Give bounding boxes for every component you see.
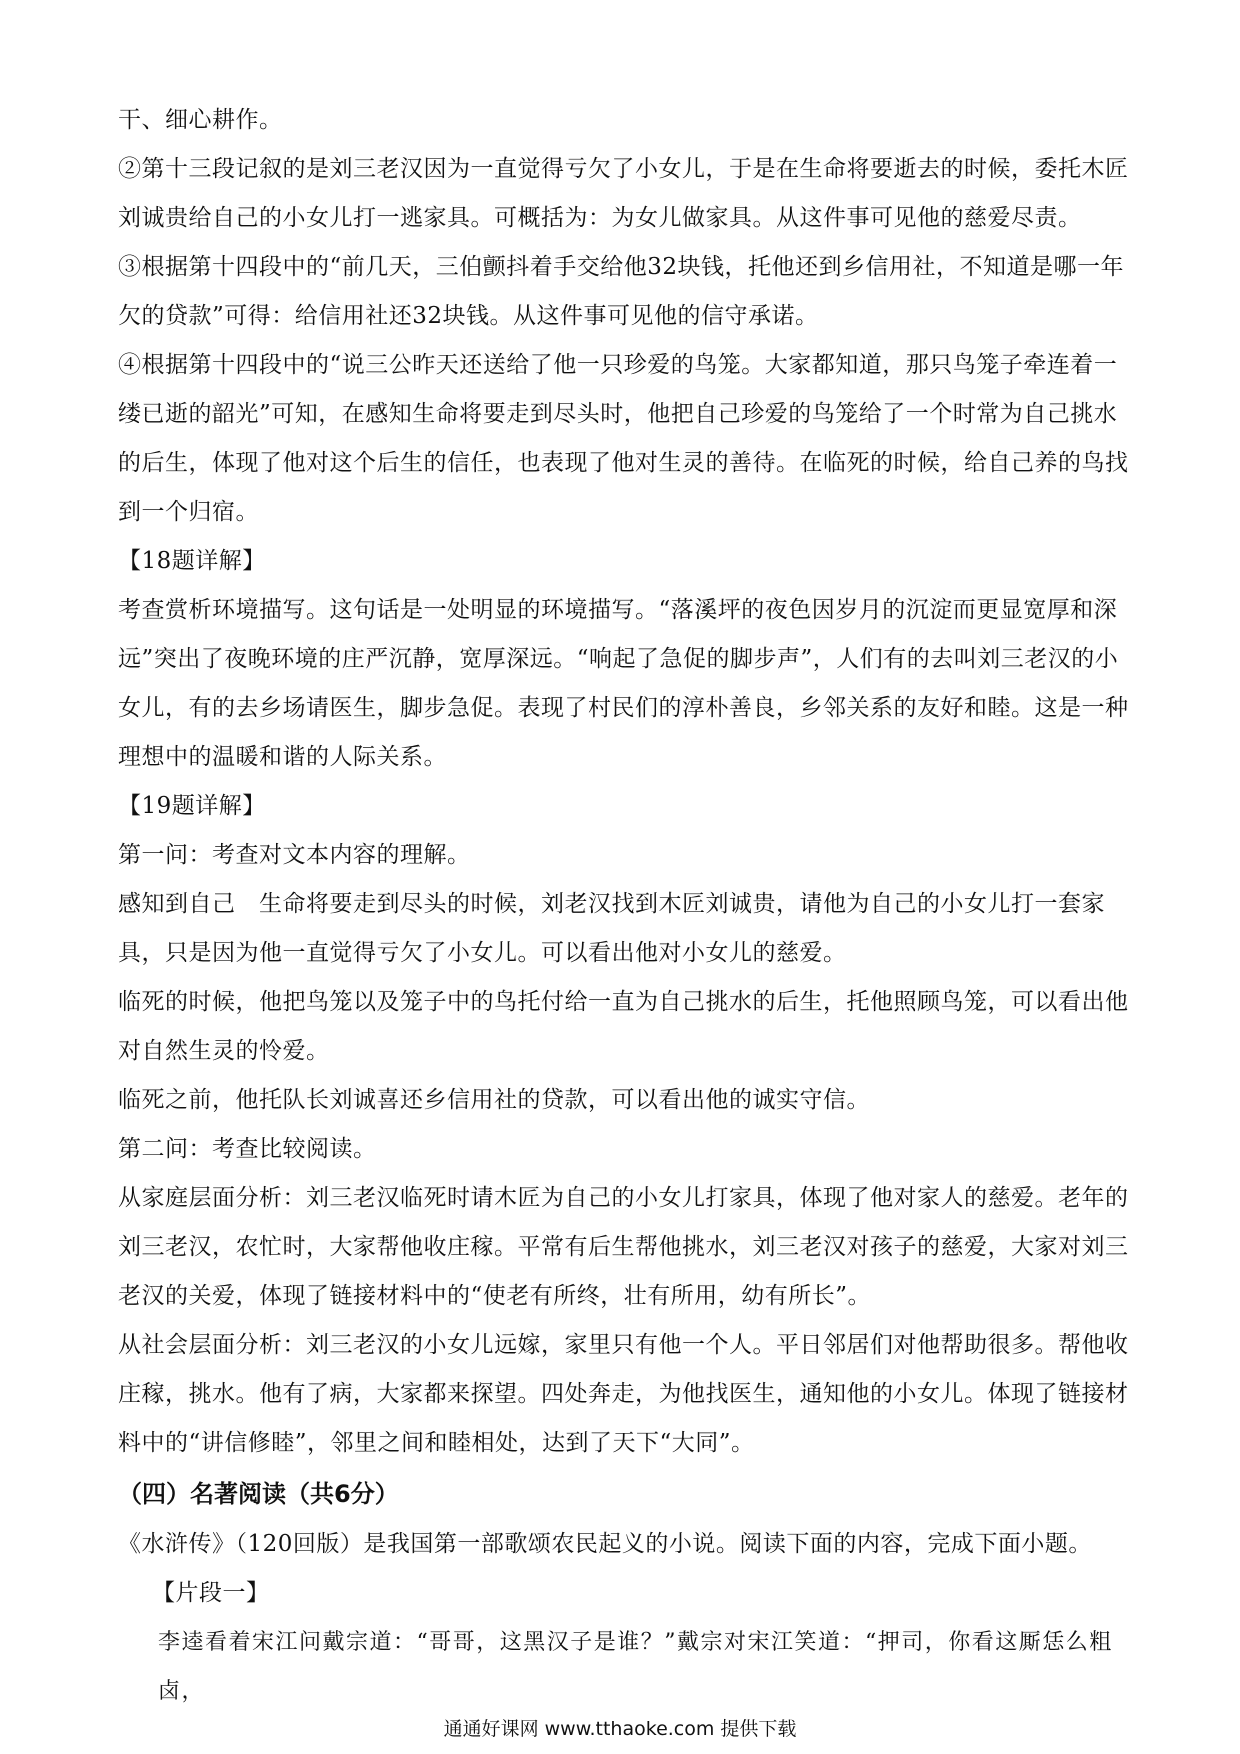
paragraph: 第一问：考查对文本内容的理解。 (118, 842, 471, 868)
paragraph: 感知到自己 生命将要走到尽头的时候，刘老汉找到木匠刘诚贵，请他为自己的小女儿打一套家具，只是因为他一直觉得亏欠了小女儿。可以看出他对小女儿的慈爱。 (118, 891, 1105, 966)
paragraph: ③根据第十四段中的“前几天，三伯颤抖着手交给他32块钱，托他还到乡信用社，不知道是哪一年欠的贷款”可得：给信用社还32块钱。从这件事可见他的信守承诺。 (118, 254, 1125, 329)
section-label-18: 【18题详解】 (118, 548, 266, 574)
paragraph: 第二问：考查比较阅读。 (118, 1136, 377, 1162)
section-heading: （四）名著阅读（共6分） (118, 1480, 399, 1508)
paragraph: 临死之前，他托队长刘诚喜还乡信用社的贷款，可以看出他的诚实守信。 (118, 1087, 870, 1113)
paragraph: ②第十三段记叙的是刘三老汉因为一直觉得亏欠了小女儿，于是在生命将要逝去的时候，委托木匠刘诚贵给自己的小女儿打一逃家具。可概括为：为女儿做家具。从这件事可见他的慈爱尽责。 (118, 156, 1129, 231)
document-body (118, 96, 1130, 1716)
paragraph: ④根据第十四段中的“说三公昨天还送给了他一只珍爱的鸟笼。大家都知道，那只鸟笼子牵连着一缕已逝的韶光”可知，在感知生命将要走到尽头时，他把自己珍爱的鸟笼给了一个时常为自己挑水的后生，体现了他对这个后生的信任，也表现了他对生灵的善待。在临死的时候，给自己养的鸟找到一个归宿。 (118, 352, 1129, 525)
section-label-19: 【19题详解】 (118, 793, 266, 819)
footer-watermark: 通通好课网 www.tthaoke.com 提供下载 (443, 1718, 797, 1740)
paragraph: 《水浒传》（120回版）是我国第一部歌颂农民起义的小说。阅读下面的内容，完成下面小题。 (118, 1531, 1092, 1557)
excerpt-label: 【片段一】 (152, 1580, 270, 1606)
paragraph: 从家庭层面分析：刘三老汉临死时请木匠为自己的小女儿打家具，体现了他对家人的慈爱。老年的刘三老汉，农忙时，大家帮他收庄稼。平常有后生帮他挑水，刘三老汉对孩子的慈爱，大家对刘三老汉的关爱，体现了链接材料中的“使老有所终，壮有所用，幼有所长”。 (118, 1185, 1129, 1309)
paragraph: 从社会层面分析：刘三老汉的小女儿远嫁，家里只有他一个人。平日邻居们对他帮助很多。帮他收庄稼，挑水。他有了病，大家都来探望。四处奔走，为他找医生，通知他的小女儿。体现了链接材料中的“讲信修睦”，邻里之间和睦相处，达到了天下“大同”。 (118, 1332, 1129, 1456)
paragraph: 临死的时候，他把鸟笼以及笼子中的鸟托付给一直为自己挑水的后生，托他照顾鸟笼，可以看出他对自然生灵的怜爱。 (118, 989, 1129, 1064)
paragraph: 干、细心耕作。 (118, 107, 283, 133)
excerpt-text: 李逵看着宋江问戴宗道：“哥哥，这黑汉子是谁？”戴宗对宋江笑道：“押司，你看这厮恁么粗卤， (158, 1630, 1113, 1704)
paragraph: 考查赏析环境描写。这句话是一处明显的环境描写。“落溪坪的夜色因岁月的沉淀而更显宽厚和深远”突出了夜晚环境的庄严沉静，宽厚深远。“响起了急促的脚步声”，人们有的去叫刘三老汉的小女儿，有的去乡场请医生，脚步急促。表现了村民们的淳朴善良，乡邻关系的友好和睦。这是一种理想中的温暖和谐的人际关系。 (118, 597, 1129, 770)
